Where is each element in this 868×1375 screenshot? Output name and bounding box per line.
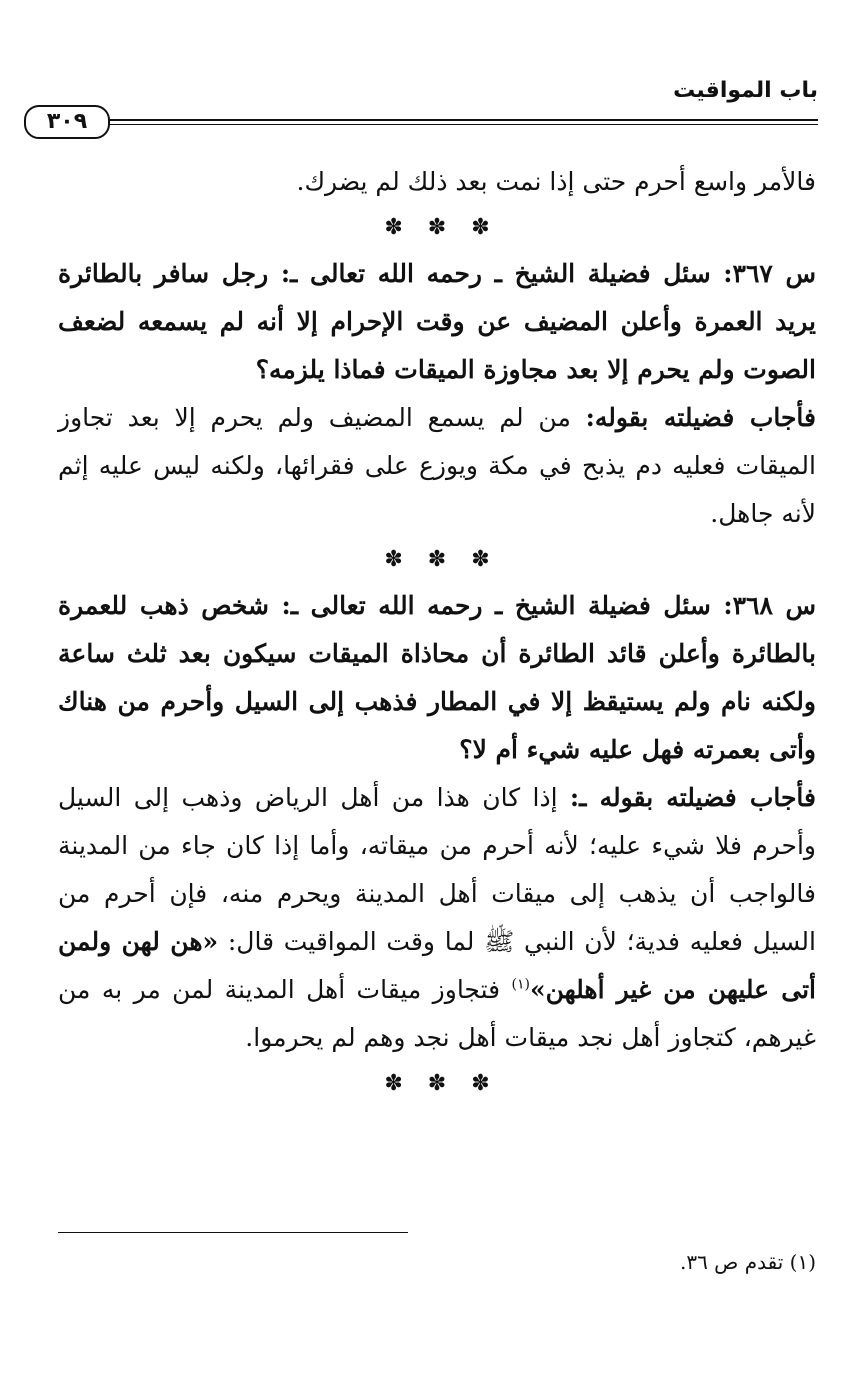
footnote: (١) تقدم ص ٣٦. [679, 1250, 816, 1274]
footnote-reference[interactable]: (١) [511, 976, 530, 993]
page-body [58, 158, 816, 1106]
answer-text: من لم يسمع المضيف ولم يحرم إلا بعد تجاوز الميقات فعليه دم يذبح في مكة ويوزع على فقرائها، ولكنه ليس عليه إثم لأنه جاهل. [58, 403, 816, 528]
intro-paragraph: فالأمر واسع أحرم حتى إذا نمت بعد ذلك لم يضرك. [296, 167, 816, 196]
answer-text: فتجاوز ميقات أهل المدينة لمن مر به من غيرهم، كتجاوز أهل نجد ميقات أهل نجد وهم لم يحرموا. [58, 975, 816, 1052]
answer-368 [58, 774, 816, 1062]
answer-lead: فأجاب فضيلته بقوله: [585, 403, 816, 432]
answer-text: إذا كان هذا من أهل الرياض وذهب إلى السيل وأحرم فلا شيء عليه؛ لأنه أحرم من ميقاته، وأما إذا كان جاء من المدينة فالواجب أن يذهب إلى ميقات أهل المدينة ويحرم منه، فإن أحرم من السيل فعليه فدية؛ لأن النبي ﷺ لما وقت المواقيت قال: [58, 783, 816, 956]
page-number: ٣٠٩ [24, 105, 110, 139]
question-367: س ٣٦٧: سئل فضيلة الشيخ ـ رحمه الله تعالى ـ: رجل سافر بالطائرة يريد العمرة وأعلن المضيف عن وقت الإحرام إلا أنه لم يسمعه لضعف الصوت ولم يحرم إلا بعد مجاوزة الميقات فماذا يلزمه؟ [58, 259, 816, 384]
answer-367 [58, 394, 816, 538]
answer-lead: فأجاب فضيلته بقوله ـ: [569, 783, 817, 812]
question-368: س ٣٦٨: سئل فضيلة الشيخ ـ رحمه الله تعالى ـ: شخص ذهب للعمرة بالطائرة وأعلن قائد الطائرة أن محاذاة الميقات سيكون بعد ثلث ساعة ولكنه نام ولم يستيقظ إلا في المطار فذهب إلى السيل وأحرم من هناك وأتى بعمرته فهل عليه شيء أم لا؟ [58, 591, 816, 764]
section-separator: ✽ ✽ ✽ [384, 547, 490, 572]
section-separator: ✽ ✽ ✽ [384, 1071, 490, 1096]
section-separator: ✽ ✽ ✽ [384, 215, 490, 240]
header-rule [108, 119, 818, 125]
chapter-title: باب المواقيت [673, 78, 818, 103]
hadith-quote: «هن لهن ولمن أتى عليهن من غير أهلهن» [58, 927, 816, 1004]
footnote-rule [58, 1232, 408, 1233]
